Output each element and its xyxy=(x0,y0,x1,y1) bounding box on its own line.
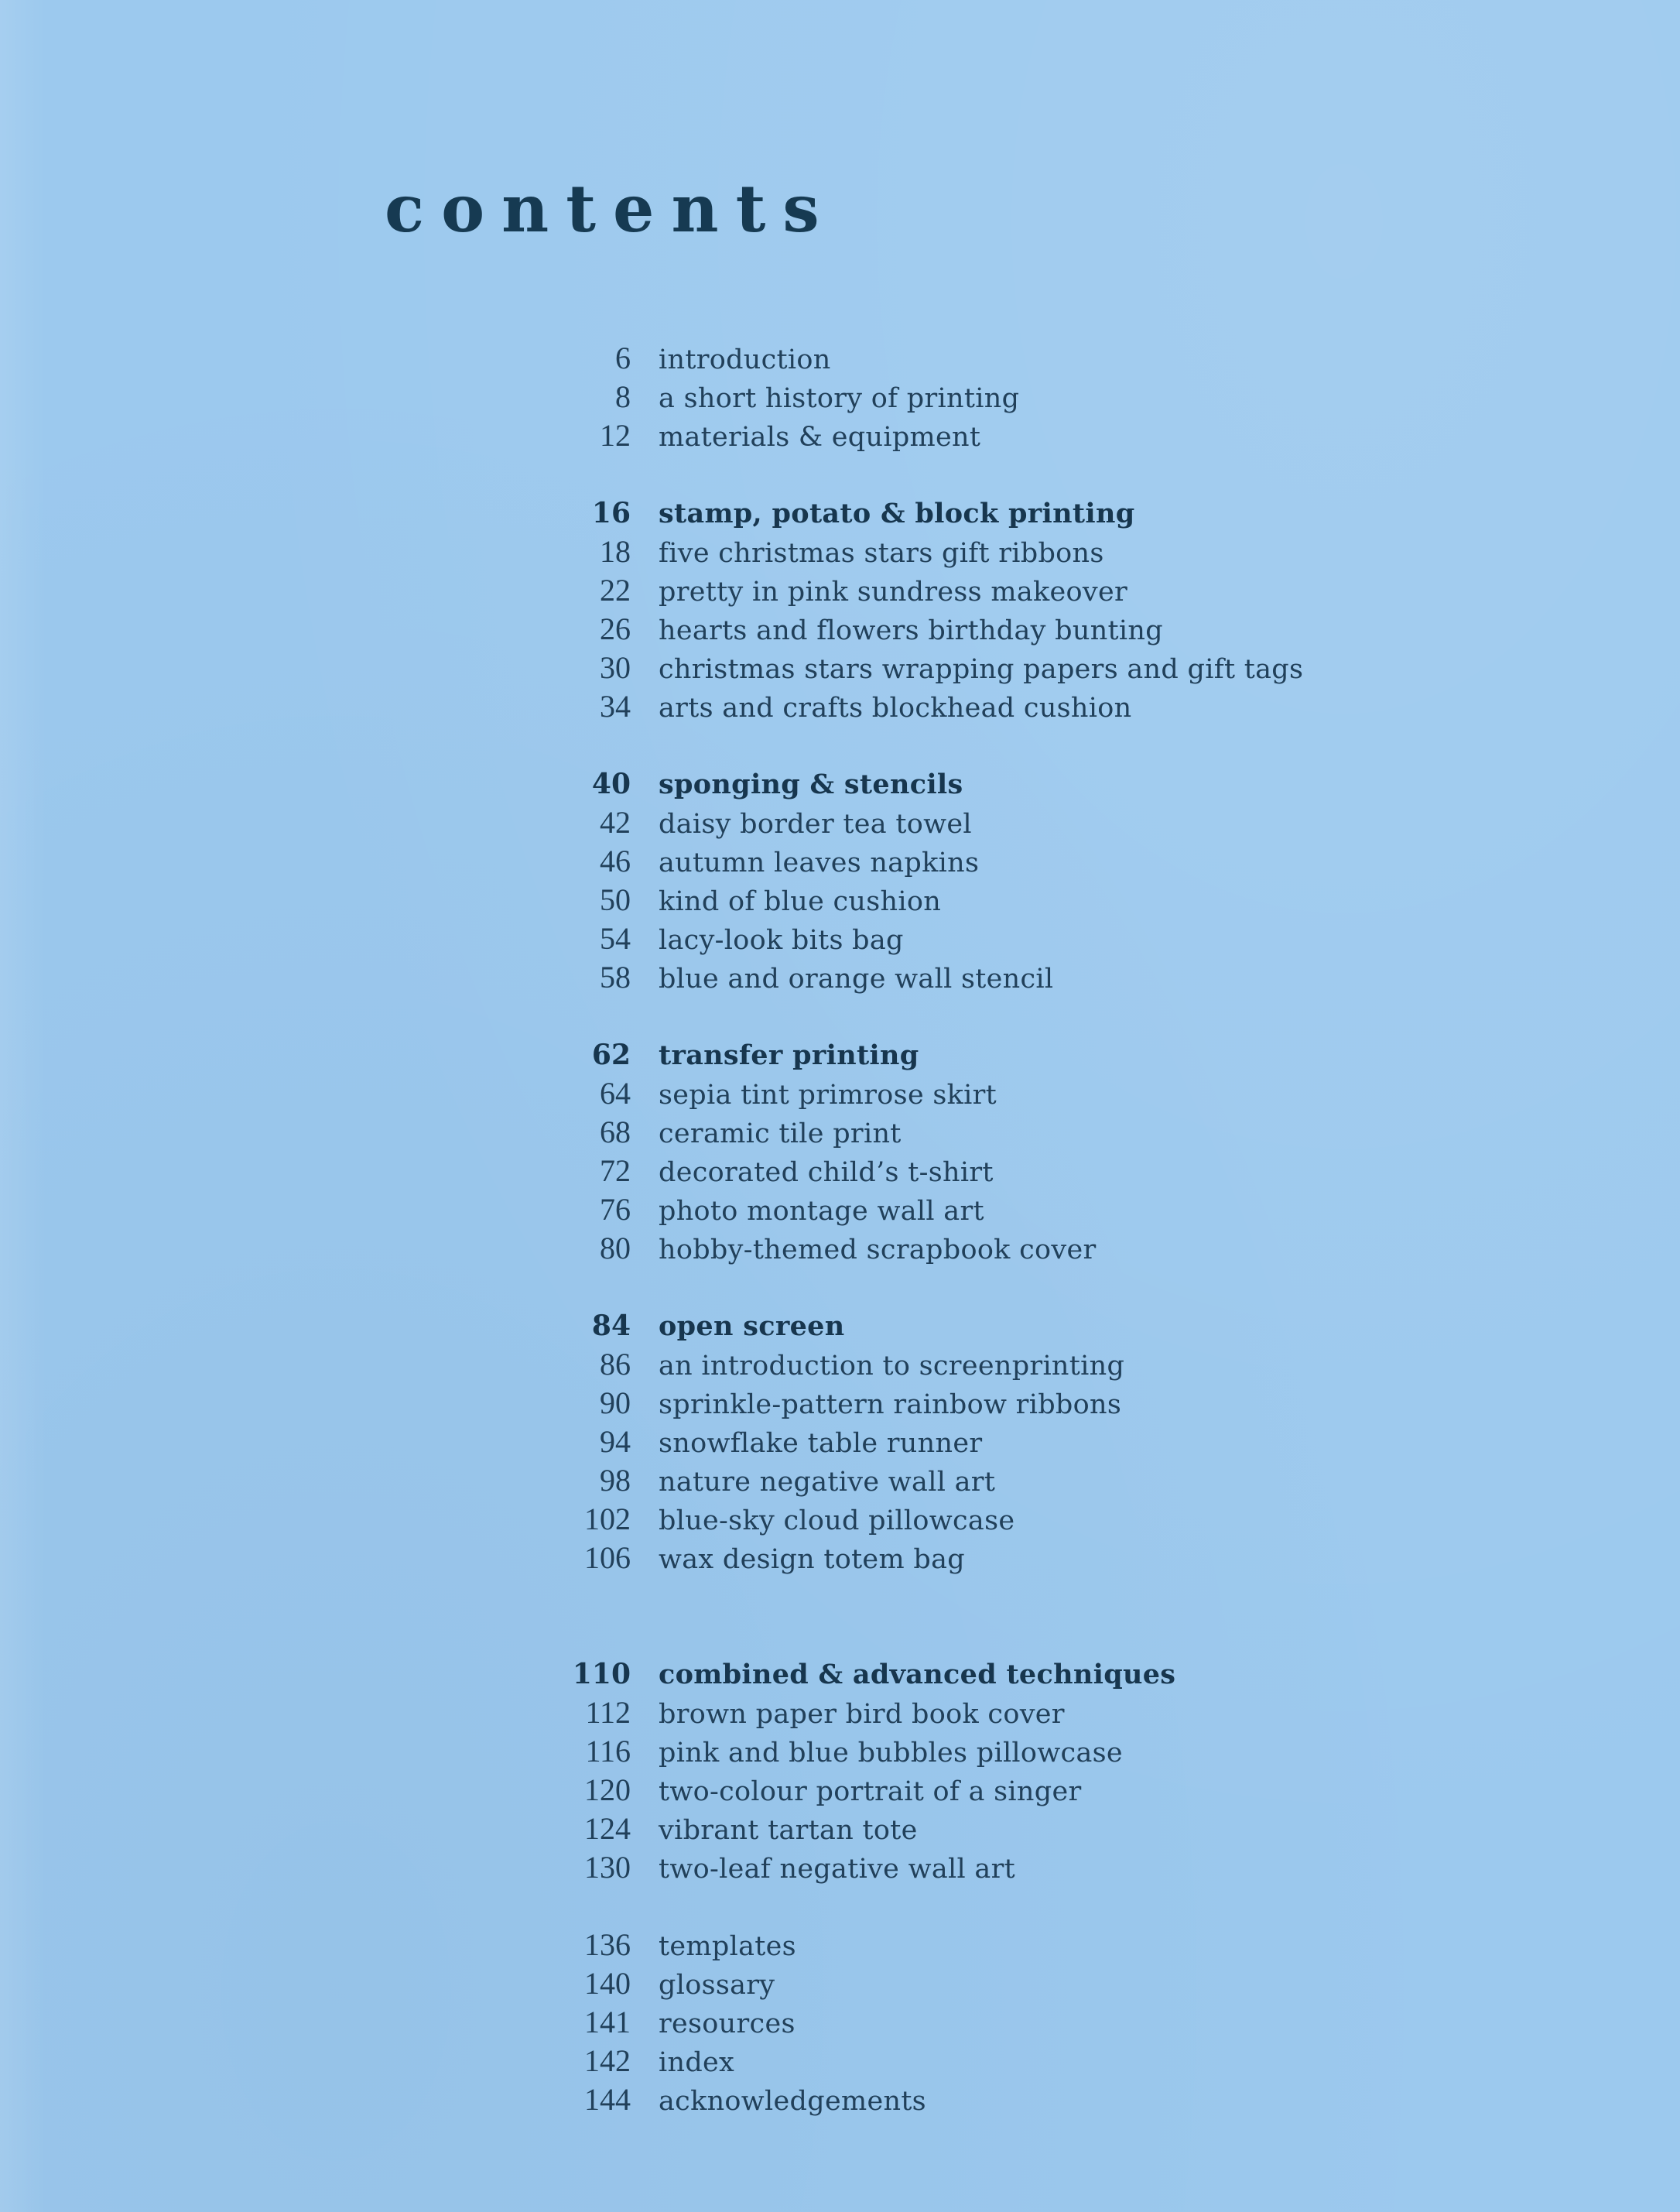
entry-title: christmas stars wrapping papers and gift tags xyxy=(659,654,1304,685)
page-number: 140 xyxy=(584,1966,631,2001)
page-number: 34 xyxy=(600,689,631,724)
toc-entry[interactable] xyxy=(542,2003,1548,2042)
entry-title: ceramic tile print xyxy=(659,1118,902,1149)
toc-section-front-matter xyxy=(542,339,1548,455)
entry-title: an introduction to screenprinting xyxy=(659,1351,1125,1382)
entry-title: nature negative wall art xyxy=(659,1467,996,1498)
entry-title: blue and orange wall stencil xyxy=(659,964,1054,995)
toc-entry[interactable] xyxy=(542,610,1548,649)
page-number: 90 xyxy=(600,1385,631,1420)
entry-title: templates xyxy=(659,1931,796,1962)
toc-entry[interactable] xyxy=(542,1964,1548,2003)
entry-title: brown paper bird book cover xyxy=(659,1699,1065,1730)
page-number: 144 xyxy=(584,2082,631,2117)
page-number: 26 xyxy=(600,611,631,646)
toc-entry[interactable] xyxy=(542,1345,1548,1384)
toc-entry[interactable] xyxy=(542,1500,1548,1539)
entry-title: hobby-themed scrapbook cover xyxy=(659,1234,1097,1265)
entry-title: a short history of printing xyxy=(659,383,1020,414)
toc-section-heading[interactable] xyxy=(542,1306,1548,1345)
entry-title: introduction xyxy=(659,344,831,375)
entry-title: arts and crafts blockhead cushion xyxy=(659,693,1132,724)
entry-title: wax design totem bag xyxy=(659,1544,965,1575)
toc-entry[interactable] xyxy=(542,1190,1548,1229)
toc-entry[interactable] xyxy=(542,1152,1548,1190)
entry-title: index xyxy=(659,2047,735,2078)
entry-title: lacy-look bits bag xyxy=(659,925,904,956)
page-number: 16 xyxy=(591,497,631,529)
page-number: 130 xyxy=(584,1850,631,1885)
toc-entry[interactable] xyxy=(542,1926,1548,1964)
toc-entry[interactable] xyxy=(542,1423,1548,1461)
section-title: stamp, potato & block printing xyxy=(659,498,1135,529)
entry-title: sepia tint primrose skirt xyxy=(659,1080,997,1111)
entry-title: five christmas stars gift ribbons xyxy=(659,538,1104,569)
toc-entry[interactable] xyxy=(542,687,1548,726)
entry-title: autumn leaves napkins xyxy=(659,847,980,878)
section-title: combined & advanced techniques xyxy=(659,1659,1176,1690)
page-number: 98 xyxy=(600,1463,631,1498)
entry-title: pink and blue bubbles pillowcase xyxy=(659,1738,1123,1769)
entry-title: blue-sky cloud pillowcase xyxy=(659,1505,1015,1536)
page-number: 12 xyxy=(600,418,631,453)
toc-entry[interactable] xyxy=(542,416,1548,455)
toc-section-open-screen xyxy=(542,1306,1548,1577)
toc-entry[interactable] xyxy=(542,1848,1548,1887)
page-number: 40 xyxy=(591,768,631,800)
toc-section-transfer-printing xyxy=(542,1036,1548,1268)
page-number: 50 xyxy=(600,882,631,917)
page-number: 72 xyxy=(600,1153,631,1188)
page-number: 62 xyxy=(591,1039,631,1071)
page-number: 106 xyxy=(584,1540,631,1575)
entry-title: kind of blue cushion xyxy=(659,886,942,917)
toc-entry[interactable] xyxy=(542,1229,1548,1268)
page-number: 136 xyxy=(584,1927,631,1962)
toc-entry[interactable] xyxy=(542,2042,1548,2080)
entry-title: vibrant tartan tote xyxy=(659,1815,918,1846)
entry-title: glossary xyxy=(659,1970,775,2001)
section-title: transfer printing xyxy=(659,1039,919,1071)
page-title: contents xyxy=(385,170,837,247)
page-number: 94 xyxy=(600,1424,631,1459)
page-number: 142 xyxy=(584,2043,631,2078)
toc-entry[interactable] xyxy=(542,339,1548,378)
page-number: 30 xyxy=(600,650,631,685)
toc-section-sponging-stencils xyxy=(542,765,1548,997)
page-number: 80 xyxy=(600,1231,631,1265)
entry-title: decorated child’s t-shirt xyxy=(659,1157,994,1188)
page-number: 58 xyxy=(600,960,631,995)
toc-section-back-matter xyxy=(542,1926,1548,2119)
page-number: 102 xyxy=(584,1501,631,1536)
toc-section-heading[interactable] xyxy=(542,1655,1548,1693)
entry-title: two-leaf negative wall art xyxy=(659,1854,1015,1885)
toc-entry[interactable] xyxy=(542,1732,1548,1771)
entry-title: hearts and flowers birthday bunting xyxy=(659,615,1163,646)
page-number: 54 xyxy=(600,921,631,956)
page-number: 84 xyxy=(591,1310,631,1342)
toc-entry[interactable] xyxy=(542,919,1548,958)
page-number: 141 xyxy=(584,2005,631,2039)
toc-entry[interactable] xyxy=(542,958,1548,997)
toc-entry[interactable] xyxy=(542,1074,1548,1113)
section-title: open screen xyxy=(659,1310,845,1342)
toc-entry[interactable] xyxy=(542,1810,1548,1848)
toc-entry[interactable] xyxy=(542,1461,1548,1500)
page-number: 76 xyxy=(600,1192,631,1227)
entry-title: acknowledgements xyxy=(659,2086,926,2117)
toc-entry[interactable] xyxy=(542,1771,1548,1810)
page-number: 64 xyxy=(600,1076,631,1111)
toc-section-heading[interactable] xyxy=(542,765,1548,803)
page-number: 68 xyxy=(600,1115,631,1149)
entry-title: snowflake table runner xyxy=(659,1428,983,1459)
page-number: 8 xyxy=(615,379,631,414)
page-number: 86 xyxy=(600,1347,631,1382)
toc-entry[interactable] xyxy=(542,571,1548,610)
page-number: 6 xyxy=(615,341,631,375)
entry-title: sprinkle-pattern rainbow ribbons xyxy=(659,1389,1122,1420)
toc-entry[interactable] xyxy=(542,1693,1548,1732)
toc-entry[interactable] xyxy=(542,1113,1548,1152)
toc-entry[interactable] xyxy=(542,2080,1548,2119)
entry-title: materials & equipment xyxy=(659,422,981,453)
table-of-contents xyxy=(542,339,1548,2158)
page-number: 120 xyxy=(584,1772,631,1807)
page-number: 18 xyxy=(600,534,631,569)
page-number: 22 xyxy=(600,573,631,608)
toc-section-heading[interactable] xyxy=(542,1036,1548,1074)
toc-section-stamp-printing xyxy=(542,494,1548,726)
toc-entry[interactable] xyxy=(542,649,1548,687)
page-number: 110 xyxy=(572,1658,631,1690)
page-number: 42 xyxy=(600,805,631,840)
toc-entry[interactable] xyxy=(542,1539,1548,1577)
toc-entry[interactable] xyxy=(542,881,1548,919)
entry-title: daisy border tea towel xyxy=(659,809,972,840)
toc-section-heading[interactable] xyxy=(542,494,1548,532)
toc-section-combined-techniques xyxy=(542,1655,1548,1887)
entry-title: resources xyxy=(659,2008,796,2039)
toc-entry[interactable] xyxy=(542,378,1548,416)
page-number: 124 xyxy=(584,1811,631,1846)
toc-entry[interactable] xyxy=(542,532,1548,571)
section-title: sponging & stencils xyxy=(659,769,963,800)
page-number: 116 xyxy=(585,1734,631,1769)
entry-title: pretty in pink sundress makeover xyxy=(659,577,1128,608)
toc-entry[interactable] xyxy=(542,842,1548,881)
page-number: 112 xyxy=(585,1695,631,1730)
entry-title: two-colour portrait of a singer xyxy=(659,1776,1082,1807)
entry-title: photo montage wall art xyxy=(659,1196,984,1227)
page-number: 46 xyxy=(600,844,631,878)
toc-entry[interactable] xyxy=(542,803,1548,842)
toc-entry[interactable] xyxy=(542,1384,1548,1423)
